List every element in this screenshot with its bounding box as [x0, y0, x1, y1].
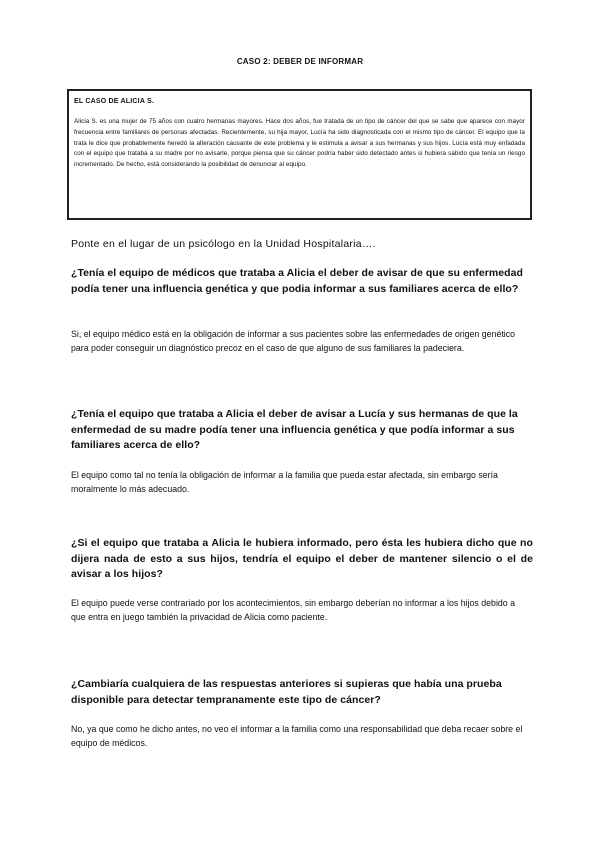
answer-2: El equipo como tal no tenía la obligación de informar a la familia que pueda estar afectada, sin embargo sería moralmente lo más adecuado. — [71, 470, 498, 494]
prompt-text: Ponte en el lugar de un psicólogo en la Unidad Hospitalaria…. — [71, 238, 376, 250]
answer-3: El equipo puede verse contrariado por los acontecimientos, sin embargo deberían no informar a los hijos debido a que entra en juego también la privacidad de Alicia como paciente. — [71, 598, 516, 622]
document-title: CASO 2: DEBER DE INFORMAR — [236, 57, 364, 66]
question-2: ¿Tenía el equipo que trataba a Alicia el deber de avisar a Lucía y sus hermanas de que la enfermedad de su madre podía tener una influencia genética y que podía informar a sus familiares acerca de ello? — [71, 408, 518, 451]
question-3: ¿Si el equipo que trataba a Alicia le hubiera informado, pero ésta les hubiera dicho que no dijera nada de esto a sus hijos, tendría el equipo el deber de mantener silencio o el de avisar a los hijos? — [71, 537, 533, 580]
question-1: ¿Tenía el equipo de médicos que trataba a Alicia el deber de avisar de que su enfermedad podía tener una influencia genética y que podia informar a sus familiares acerca de ello? — [71, 267, 523, 295]
case-text: Alicia S. es una mujer de 75 años con cuatro hermanas mayores. Hace dos años, fue tratada de un tipo de cáncer del que se sabe que aparece con mayor frecuencia entre familiares de personas afectadas. Recientemente, su hija mayor, Lucía ha sido diagnosticada con el mismo tipo de cáncer. El equipo que la trata le dice que probablemente heredó la alteración causante de este problema y le estimula a avisar a sus hermanas y sus hijos. Lucía está muy enfadada con el equipo que trataba a su madre por no avisarle, porque piensa que su cáncer podría haber sido detectado antes si hubiera sabido que tenía un riesgo incrementado. De hecho, está considerando la posibilidad de denunciar al equipo. — [74, 118, 525, 169]
question-4: ¿Cambiaría cualquiera de las respuestas anteriores si supieras que había una prueba disponible para detectar tempranamente este tipo de cáncer? — [71, 678, 502, 706]
case-heading: EL CASO DE ALICIA S. — [74, 98, 154, 105]
answer-4: No, ya que como he dicho antes, no veo el informar a la familia como una responsabilidad que deba recaer sobre el equipo de médicos. — [71, 724, 523, 748]
case-box — [67, 89, 532, 220]
answer-1: Si, el equipo médico está en la obligación de informar a sus pacientes sobre las enfermedades de origen genético para poder conseguir un diagnóstico precoz en el caso de que alguno de sus familiares la padeciera. — [71, 329, 516, 353]
